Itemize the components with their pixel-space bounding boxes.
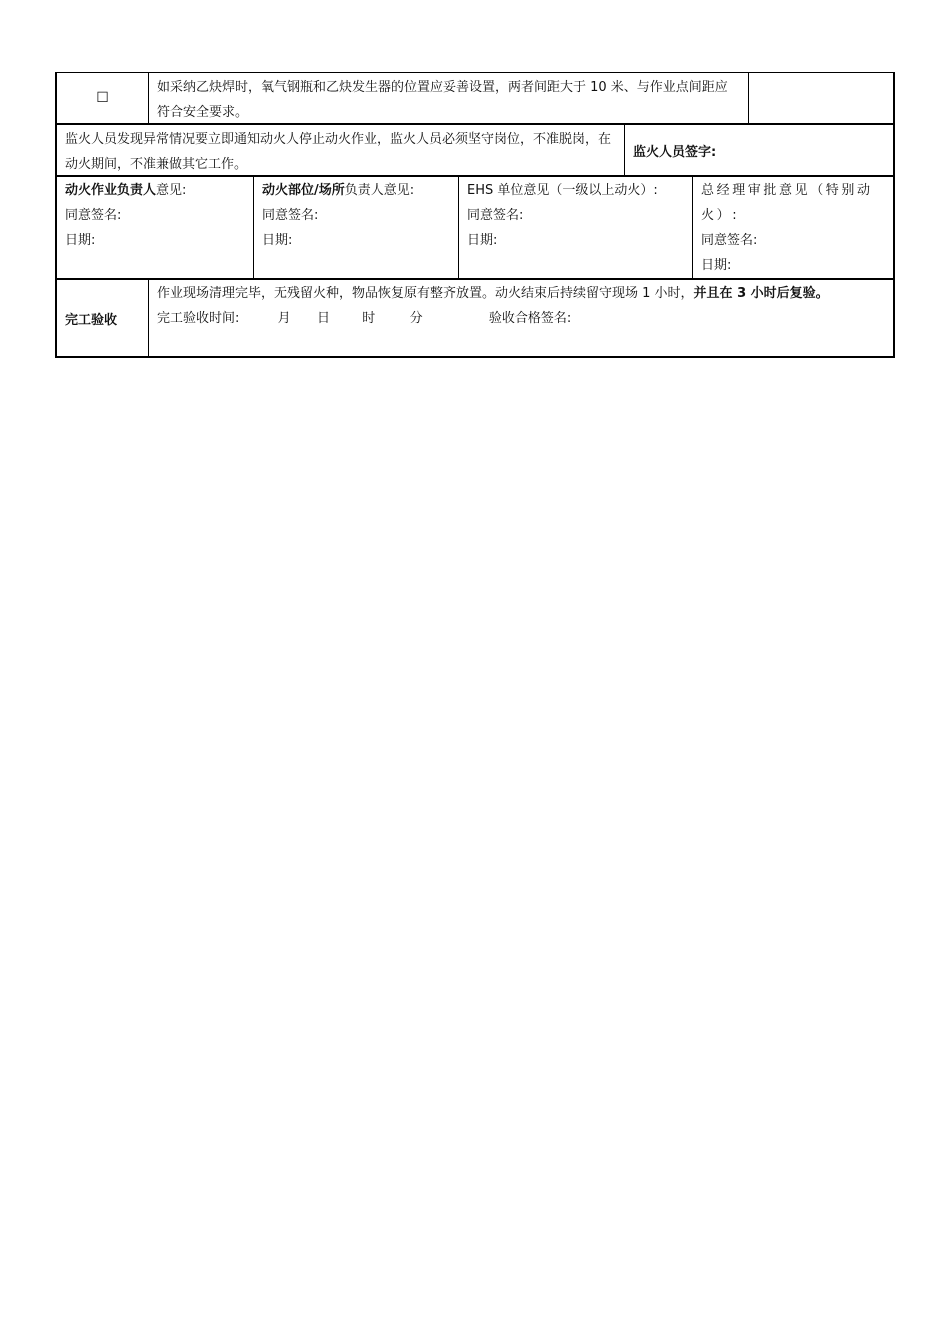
acetylene-text — [148, 73, 748, 123]
opinion-title-bold: 动火部位/场所 — [262, 183, 345, 198]
opinion-title-rest: 意见: — [156, 183, 187, 198]
fire-watch-text-cell — [57, 125, 624, 175]
hour-label: 时 — [362, 311, 376, 326]
agree-sign-label: 同意签名: — [65, 208, 122, 223]
agree-sign-label: 同意签名: — [262, 208, 319, 223]
completion-time-line — [157, 306, 885, 331]
opinion-title-bold: 动火作业负责人 — [65, 183, 157, 198]
checkbox[interactable]: ☐ — [96, 90, 109, 106]
opinion-location-leader[interactable] — [253, 177, 458, 278]
date-label: 日期: — [467, 233, 498, 248]
agree-sign-label: 同意签名: — [467, 208, 524, 223]
date-label: 日期: — [701, 258, 732, 273]
date-label: 日期: — [65, 233, 96, 248]
minute-label: 分 — [409, 311, 423, 326]
opinion-ehs[interactable] — [458, 177, 692, 278]
completion-label-cell — [57, 280, 148, 356]
fire-watch-requirement-text: 监火人员发现异常情况要立即通知动火人停止动火作业，监火人员必须坚守岗位，不准脱岗，在动火期间，不准兼做其它工作。 — [65, 132, 612, 172]
completion-row — [55, 280, 895, 358]
opinion-title-rest: 总经理审批意见（特别动火）: — [701, 183, 873, 223]
hot-work-permit-form — [55, 72, 895, 358]
fire-watch-sign-label: 监火人员签字: — [633, 144, 717, 160]
opinion-title-rest: 负责人意见: — [344, 183, 415, 198]
checkbox-cell — [57, 73, 148, 123]
opinion-title-rest: EHS 单位意见（一级以上动火）: — [467, 183, 658, 198]
completion-requirement-text: 作业现场清理完毕，无残留火种，物品恢复原有整齐放置。动火结束后持续留守现场 1 小时， — [157, 286, 694, 301]
recheck-requirement-text: 并且在 3 小时后复验。 — [693, 286, 829, 301]
completion-label: 完工验收 — [65, 312, 118, 328]
day-label: 日 — [316, 311, 330, 326]
completion-content-cell — [148, 280, 893, 356]
opinions-row — [55, 177, 895, 280]
fire-watch-sign-cell[interactable] — [624, 125, 893, 175]
fire-watch-row — [55, 125, 895, 177]
acceptance-sign-label: 验收合格签名: — [488, 311, 572, 326]
month-label: 月 — [277, 311, 291, 326]
opinion-work-leader[interactable] — [57, 177, 253, 278]
completion-time-label: 完工验收时间: — [157, 311, 240, 326]
acetylene-row — [55, 72, 895, 125]
acetylene-requirement-text: 如采纳乙炔焊时，氧气钢瓶和乙炔发生器的位置应妥善设置，两者间距大于 10 米、与作业点间距应符合安全要求。 — [157, 80, 728, 120]
opinion-general-manager[interactable] — [692, 177, 893, 278]
agree-sign-label: 同意签名: — [701, 233, 758, 248]
acetylene-confirm-cell[interactable] — [748, 73, 893, 123]
date-label: 日期: — [262, 233, 293, 248]
